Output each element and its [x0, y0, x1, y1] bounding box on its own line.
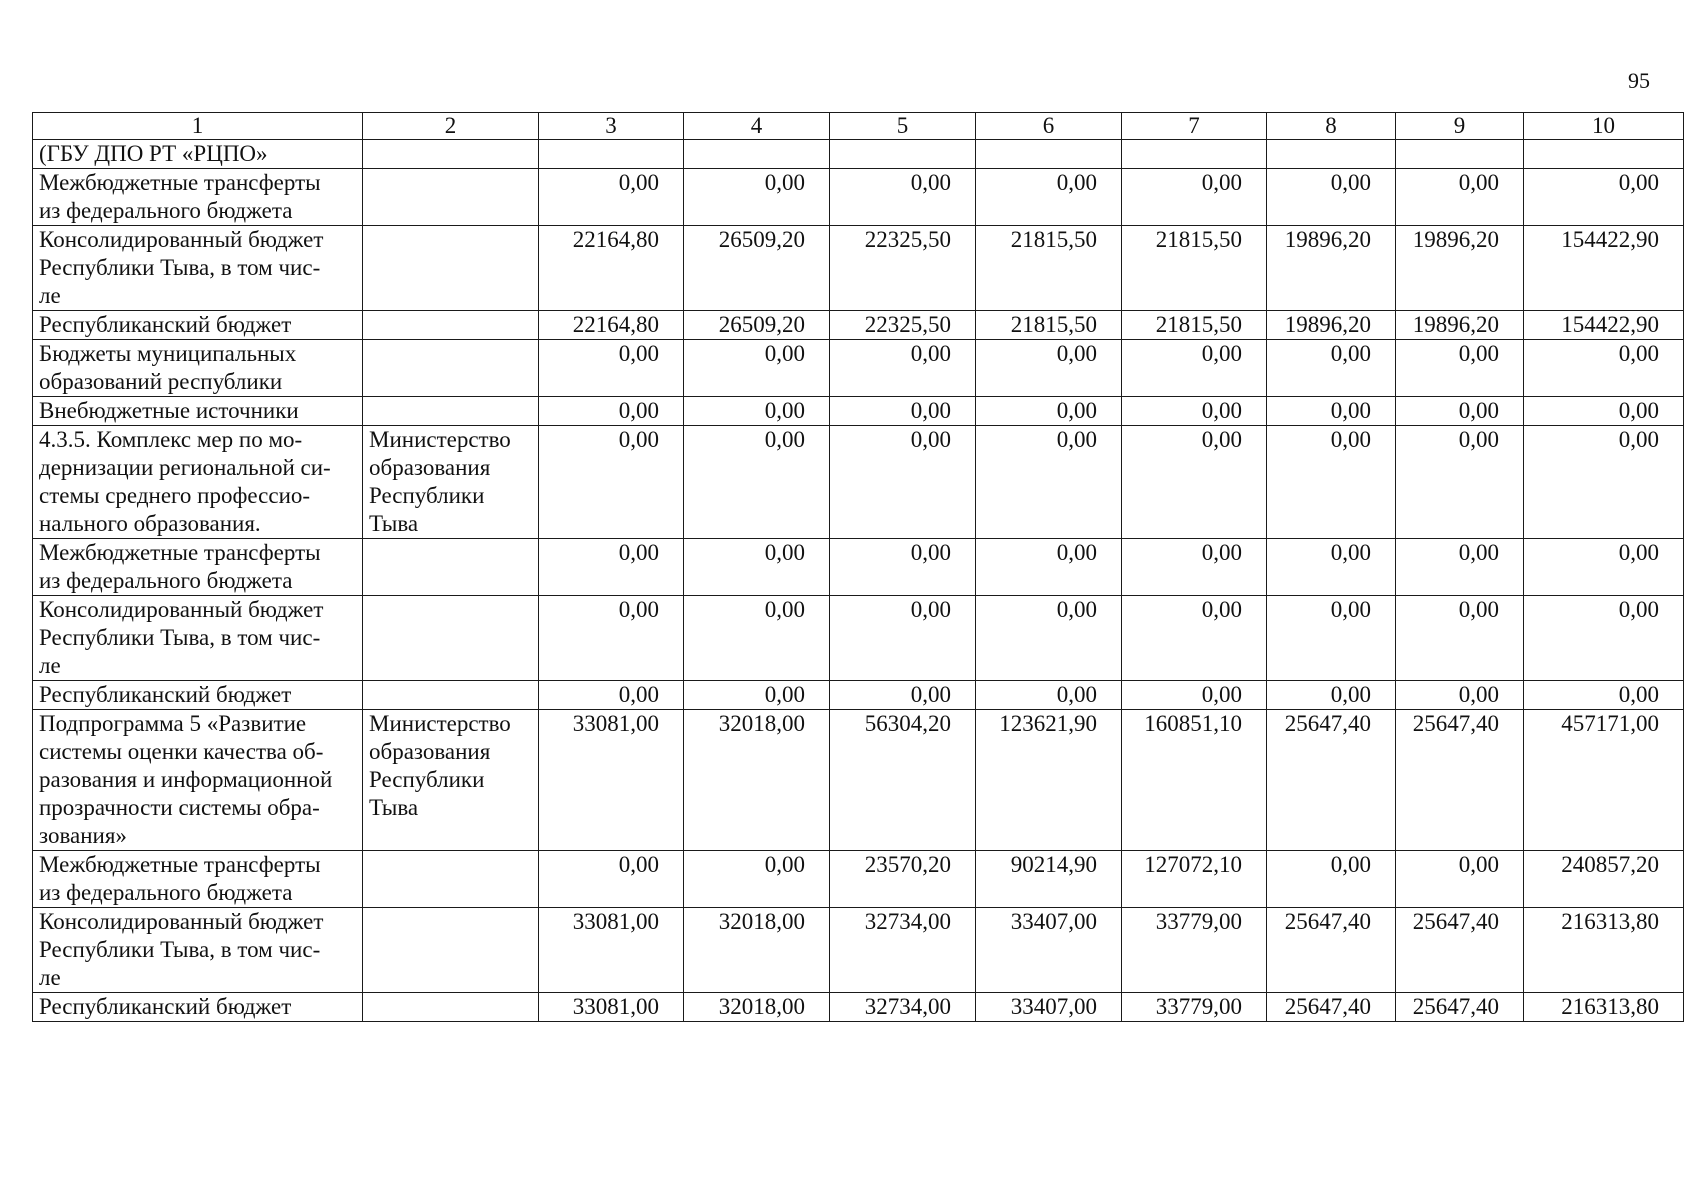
row-value-cell: 0,00 [830, 539, 976, 596]
row-value-cell: 0,00 [1524, 539, 1684, 596]
row-name-cell: Подпрограмма 5 «Развитие системы оценки качества об- разования и информационной прозрачности системы обра- зования» [33, 710, 363, 851]
row-value-cell: 25647,40 [1396, 710, 1524, 851]
table-row [33, 140, 1684, 169]
row-value-cell: 33081,00 [539, 993, 684, 1022]
row-value-cell: 160851,10 [1122, 710, 1267, 851]
row-value-cell: 0,00 [684, 340, 830, 397]
row-executor-cell [363, 340, 539, 397]
row-value-cell: 216313,80 [1524, 908, 1684, 993]
row-value-cell: 0,00 [1267, 340, 1396, 397]
header-cell: 10 [1524, 113, 1684, 140]
row-value-cell: 19896,20 [1267, 226, 1396, 311]
row-value-cell: 0,00 [1396, 681, 1524, 710]
row-value-cell: 0,00 [539, 851, 684, 908]
row-value-cell: 90214,90 [976, 851, 1122, 908]
row-value-cell: 33407,00 [976, 908, 1122, 993]
row-value-cell: 0,00 [976, 596, 1122, 681]
row-value-cell: 0,00 [1524, 397, 1684, 426]
row-name-cell: Консолидированный бюджет Республики Тыва, в том чис- ле [33, 908, 363, 993]
row-value-cell: 0,00 [1122, 340, 1267, 397]
row-value-cell: 0,00 [1267, 596, 1396, 681]
row-value-cell: 0,00 [684, 681, 830, 710]
table-row [33, 993, 1684, 1022]
row-executor-cell: Министерство образования Республики Тыва [363, 426, 539, 539]
row-name-cell: Межбюджетные трансферты из федерального бюджета [33, 851, 363, 908]
row-value-cell: 0,00 [1122, 596, 1267, 681]
row-value-cell: 0,00 [539, 169, 684, 226]
row-value-cell: 25647,40 [1267, 908, 1396, 993]
row-value-cell: 33779,00 [1122, 908, 1267, 993]
row-value-cell: 0,00 [1122, 426, 1267, 539]
row-value-cell: 0,00 [976, 426, 1122, 539]
table-row [33, 710, 1684, 851]
row-value-cell: 0,00 [1396, 397, 1524, 426]
row-executor-cell [363, 681, 539, 710]
row-value-cell: 25647,40 [1396, 908, 1524, 993]
row-value-cell: 22325,50 [830, 226, 976, 311]
row-name-cell: Республиканский бюджет [33, 311, 363, 340]
row-value-cell: 154422,90 [1524, 311, 1684, 340]
row-value-cell: 33081,00 [539, 908, 684, 993]
row-value-cell: 0,00 [1396, 539, 1524, 596]
row-value-cell: 0,00 [1267, 169, 1396, 226]
row-value-cell: 0,00 [684, 397, 830, 426]
table-row [33, 851, 1684, 908]
row-name-cell: Межбюджетные трансферты из федерального бюджета [33, 169, 363, 226]
row-value-cell: 0,00 [1267, 426, 1396, 539]
row-value-cell: 123621,90 [976, 710, 1122, 851]
row-value-cell: 22164,80 [539, 311, 684, 340]
row-value-cell [1396, 140, 1524, 169]
row-value-cell: 0,00 [976, 681, 1122, 710]
row-value-cell: 0,00 [830, 169, 976, 226]
row-value-cell: 127072,10 [1122, 851, 1267, 908]
row-executor-cell [363, 226, 539, 311]
header-cell: 5 [830, 113, 976, 140]
row-name-cell: Республиканский бюджет [33, 993, 363, 1022]
row-value-cell: 19896,20 [1396, 311, 1524, 340]
row-value-cell: 0,00 [1122, 397, 1267, 426]
row-value-cell [1267, 140, 1396, 169]
row-value-cell: 0,00 [1524, 596, 1684, 681]
row-value-cell: 25647,40 [1267, 993, 1396, 1022]
row-value-cell: 32734,00 [830, 908, 976, 993]
row-value-cell: 26509,20 [684, 311, 830, 340]
table-row [33, 426, 1684, 539]
row-value-cell: 154422,90 [1524, 226, 1684, 311]
row-value-cell: 0,00 [539, 340, 684, 397]
row-value-cell: 0,00 [684, 169, 830, 226]
row-value-cell: 25647,40 [1267, 710, 1396, 851]
header-cell: 8 [1267, 113, 1396, 140]
row-value-cell: 0,00 [1524, 426, 1684, 539]
table-row [33, 908, 1684, 993]
row-executor-cell [363, 993, 539, 1022]
page-number: 95 [1628, 68, 1650, 93]
row-executor-cell [363, 908, 539, 993]
row-value-cell: 56304,20 [830, 710, 976, 851]
row-executor-cell [363, 851, 539, 908]
row-value-cell: 0,00 [976, 397, 1122, 426]
row-value-cell: 0,00 [1396, 426, 1524, 539]
row-value-cell [1122, 140, 1267, 169]
row-value-cell: 0,00 [1396, 169, 1524, 226]
row-value-cell: 0,00 [830, 681, 976, 710]
row-name-cell: Консолидированный бюджет Республики Тыва, в том чис- ле [33, 226, 363, 311]
row-value-cell: 240857,20 [1524, 851, 1684, 908]
row-value-cell [1524, 140, 1684, 169]
row-name-cell: Республиканский бюджет [33, 681, 363, 710]
row-value-cell: 0,00 [1524, 681, 1684, 710]
row-value-cell: 23570,20 [830, 851, 976, 908]
row-executor-cell [363, 169, 539, 226]
row-value-cell: 0,00 [684, 596, 830, 681]
table-row [33, 311, 1684, 340]
row-value-cell: 22325,50 [830, 311, 976, 340]
row-value-cell: 0,00 [976, 340, 1122, 397]
budget-table [32, 112, 1684, 1022]
row-name-cell: Внебюджетные источники [33, 397, 363, 426]
row-value-cell: 33407,00 [976, 993, 1122, 1022]
row-value-cell: 0,00 [830, 596, 976, 681]
table-row [33, 397, 1684, 426]
row-executor-cell [363, 311, 539, 340]
row-name-cell: (ГБУ ДПО РТ «РЦПО» [33, 140, 363, 169]
row-value-cell: 32018,00 [684, 710, 830, 851]
row-value-cell: 0,00 [1267, 851, 1396, 908]
row-value-cell: 22164,80 [539, 226, 684, 311]
row-value-cell: 21815,50 [1122, 311, 1267, 340]
header-cell: 7 [1122, 113, 1267, 140]
row-value-cell [976, 140, 1122, 169]
row-value-cell: 0,00 [684, 426, 830, 539]
row-value-cell: 0,00 [539, 596, 684, 681]
row-value-cell: 0,00 [1122, 539, 1267, 596]
header-cell: 6 [976, 113, 1122, 140]
header-cell: 3 [539, 113, 684, 140]
row-executor-cell [363, 539, 539, 596]
row-value-cell: 0,00 [976, 169, 1122, 226]
row-value-cell: 0,00 [1396, 340, 1524, 397]
header-cell: 1 [33, 113, 363, 140]
row-value-cell: 216313,80 [1524, 993, 1684, 1022]
header-row [33, 113, 1684, 140]
table-row [33, 226, 1684, 311]
row-name-cell: 4.3.5. Комплекс мер по мо- дернизации региональной си- стемы среднего профессио- нального образования. [33, 426, 363, 539]
row-name-cell: Бюджеты муниципальных образований республики [33, 340, 363, 397]
row-name-cell: Межбюджетные трансферты из федерального бюджета [33, 539, 363, 596]
row-value-cell: 0,00 [1524, 169, 1684, 226]
table-row [33, 340, 1684, 397]
row-value-cell: 0,00 [684, 851, 830, 908]
row-value-cell: 21815,50 [1122, 226, 1267, 311]
row-executor-cell: Министерство образования Республики Тыва [363, 710, 539, 851]
row-value-cell: 0,00 [1396, 596, 1524, 681]
row-value-cell: 0,00 [539, 681, 684, 710]
row-value-cell: 0,00 [539, 539, 684, 596]
row-value-cell: 0,00 [1396, 851, 1524, 908]
row-value-cell: 0,00 [976, 539, 1122, 596]
row-value-cell: 19896,20 [1396, 226, 1524, 311]
row-executor-cell [363, 140, 539, 169]
row-value-cell: 0,00 [1122, 169, 1267, 226]
row-value-cell: 0,00 [539, 426, 684, 539]
row-value-cell: 0,00 [830, 426, 976, 539]
table-row [33, 169, 1684, 226]
table-row [33, 539, 1684, 596]
row-value-cell: 33081,00 [539, 710, 684, 851]
row-value-cell: 0,00 [830, 397, 976, 426]
header-cell: 4 [684, 113, 830, 140]
row-value-cell: 0,00 [830, 340, 976, 397]
row-value-cell: 0,00 [1267, 397, 1396, 426]
row-executor-cell [363, 596, 539, 681]
row-value-cell: 21815,50 [976, 226, 1122, 311]
header-cell: 9 [1396, 113, 1524, 140]
header-cell: 2 [363, 113, 539, 140]
row-value-cell: 0,00 [1122, 681, 1267, 710]
row-name-cell: Консолидированный бюджет Республики Тыва, в том чис- ле [33, 596, 363, 681]
row-value-cell: 457171,00 [1524, 710, 1684, 851]
row-value-cell [539, 140, 684, 169]
row-value-cell [830, 140, 976, 169]
row-value-cell: 0,00 [539, 397, 684, 426]
table-row [33, 596, 1684, 681]
row-value-cell: 0,00 [1524, 340, 1684, 397]
row-value-cell: 0,00 [684, 539, 830, 596]
row-value-cell: 19896,20 [1267, 311, 1396, 340]
table-row [33, 681, 1684, 710]
row-value-cell: 33779,00 [1122, 993, 1267, 1022]
row-value-cell: 21815,50 [976, 311, 1122, 340]
row-value-cell: 25647,40 [1396, 993, 1524, 1022]
row-value-cell: 32018,00 [684, 993, 830, 1022]
row-value-cell: 32734,00 [830, 993, 976, 1022]
row-executor-cell [363, 397, 539, 426]
row-value-cell: 26509,20 [684, 226, 830, 311]
row-value-cell [684, 140, 830, 169]
row-value-cell: 32018,00 [684, 908, 830, 993]
row-value-cell: 0,00 [1267, 539, 1396, 596]
row-value-cell: 0,00 [1267, 681, 1396, 710]
